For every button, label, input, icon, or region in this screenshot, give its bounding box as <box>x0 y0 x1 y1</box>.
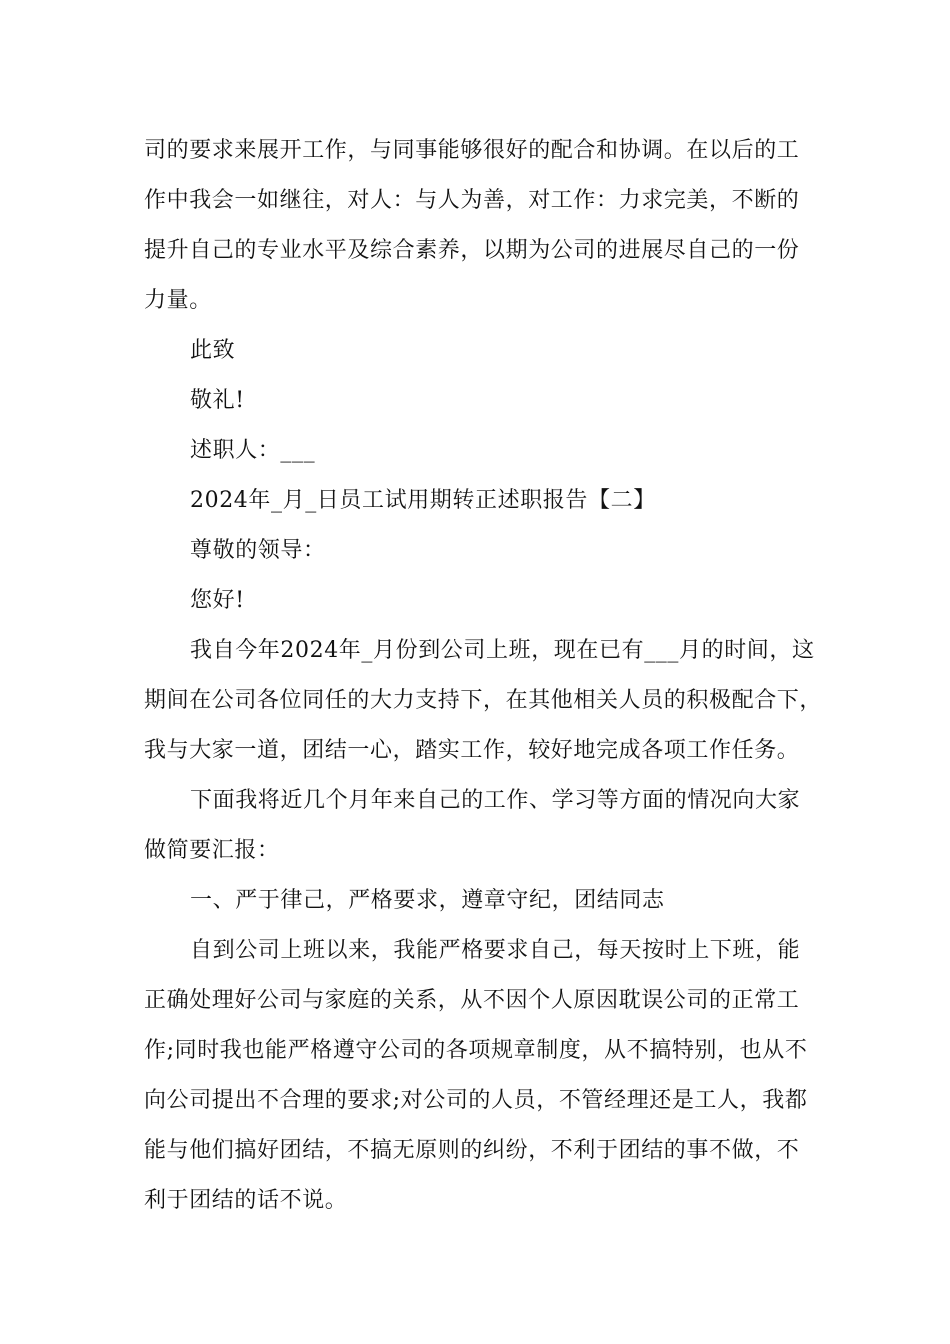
paragraph-line: 提升自己的专业水平及综合素养，以期为公司的进展尽自己的一份 <box>144 238 800 263</box>
section-heading: 一、严于律己，严格要求，遵章守纪，团结同志 <box>190 888 665 913</box>
paragraph-line: 期间在公司各位同任的大力支持下，在其他相关人员的积极配合下， <box>144 688 823 713</box>
paragraph-line: 我与大家一道，团结一心，踏实工作，较好地完成各项工作任务。 <box>144 738 800 763</box>
section-title: 2024年_月_日员工试用期转正述职报告【二】 <box>190 488 656 513</box>
closing-salutation: 敬礼! <box>190 388 245 413</box>
paragraph-line: 向公司提出不合理的要求;对公司的人员，不管经理还是工人，我都 <box>144 1088 808 1113</box>
paragraph-line: 我自今年2024年_月份到公司上班，现在已有___月的时间，这 <box>190 638 815 663</box>
paragraph-line: 力量。 <box>144 288 212 313</box>
paragraph-line: 自到公司上班以来，我能严格要求自己，每天按时上下班，能 <box>190 938 801 963</box>
paragraph-line: 做简要汇报： <box>144 838 280 863</box>
paragraph-line: 作中我会一如继往，对人：与人为善，对工作：力求完美，不断的 <box>144 188 800 213</box>
paragraph-line: 正确处理好公司与家庭的关系，从不因个人原因耽误公司的正常工 <box>144 988 800 1013</box>
paragraph-line: 下面我将近几个月年来自己的工作、学习等方面的情况向大家 <box>190 788 801 813</box>
paragraph-line: 能与他们搞好团结，不搞无原则的纠纷，不利于团结的事不做，不 <box>144 1138 800 1163</box>
greeting: 您好! <box>190 588 245 613</box>
greeting: 尊敬的领导： <box>190 538 326 563</box>
closing-salutation: 此致 <box>190 338 236 363</box>
paragraph-line: 作;同时我也能严格遵守公司的各项规章制度，从不搞特别，也从不 <box>144 1038 808 1063</box>
paragraph-line: 司的要求来展开工作，与同事能够很好的配合和协调。在以后的工 <box>144 138 800 163</box>
signature-line: 述职人：___ <box>190 438 316 463</box>
paragraph-line: 利于团结的话不说。 <box>144 1188 348 1213</box>
